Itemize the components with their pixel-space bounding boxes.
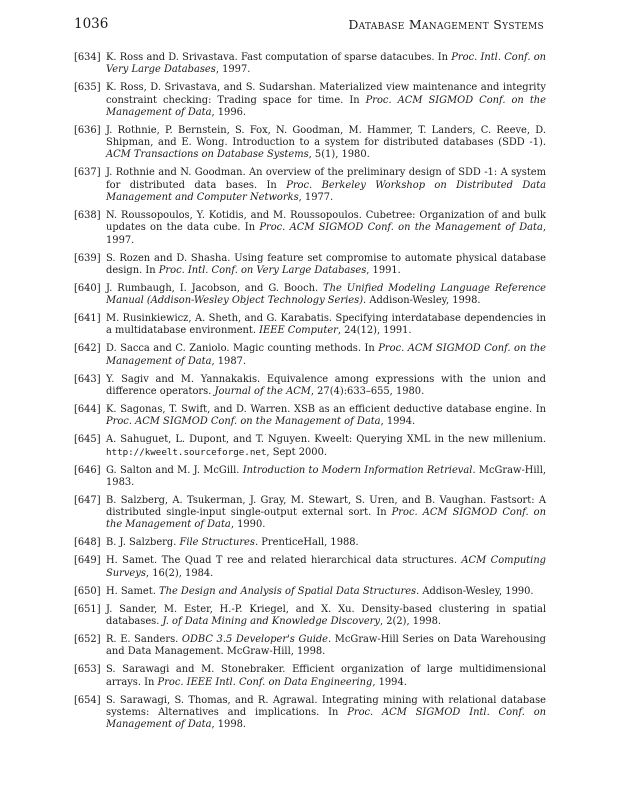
reference-text-segment: , 1996. (211, 106, 247, 118)
reference-text-segment: , 5(1), 1980. (308, 149, 370, 161)
reference-entry (74, 52, 546, 77)
reference-text-segment: , 1987. (211, 355, 247, 367)
reference-number: [647] (74, 494, 101, 506)
reference-text (106, 253, 546, 276)
reference-text-segment: H. Samet. (106, 585, 159, 597)
reference-number: [641] (74, 313, 101, 325)
reference-number: [642] (74, 343, 101, 355)
reference-text (106, 82, 546, 118)
reference-text-segment: J. Rothnie and N. Goodman. An overview of the preliminary design of SDD -1: A system for distributed data bases. In (106, 167, 546, 191)
reference-text-segment: S. Sarawagi, S. Thomas, and R. Agrawal. Integrating mining with relational database systems: Alternatives and implications. In (106, 694, 546, 718)
reference-text (106, 634, 546, 657)
reference-title: Proc. ACM SIGMOD Conf. on the Management of Data (106, 416, 381, 428)
reference-text (106, 586, 534, 597)
reference-title: J. of Data Mining and Knowledge Discovery (162, 615, 380, 627)
reference-entry (74, 537, 546, 549)
reference-entry (74, 125, 546, 162)
reference-entry (74, 695, 546, 732)
reference-text-segment: , 2(2), 1998. (379, 615, 442, 627)
reference-title: Proc. ACM SIGMOD Conf. on the Management of Data (106, 343, 546, 367)
reference-text (106, 374, 546, 397)
reference-entry (74, 495, 546, 532)
reference-text (106, 210, 546, 246)
reference-number: [654] (74, 694, 101, 706)
reference-text-segment: . PrenticeHall, 1988. (254, 537, 359, 549)
reference-text-segment: . Addison-Wesley, 1990. (416, 585, 534, 597)
reference-text-segment: , 1997. (215, 64, 251, 76)
reference-text-segment: Y. Sagiv and M. Yannakakis. Equivalence among expressions with the union and difference operators. (106, 373, 546, 398)
reference-title: The Unified Modeling Language Reference Manual (Addison-Wesley Object Technology Series) (106, 282, 547, 307)
reference-text-segment: , 1990. (230, 519, 266, 531)
reference-entry (74, 283, 546, 308)
reference-text-segment: K. Ross and D. Srivastava. Fast computation of sparse datacubes. In (106, 52, 452, 63)
reference-url: http://kweelt.sourceforge.net (106, 446, 267, 458)
reference-text-segment: J. Rumbaugh, I. Jacobson, and G. Booch. (106, 282, 324, 294)
reference-text-segment: , 1997. (106, 222, 546, 246)
reference-number: [651] (74, 603, 101, 615)
reference-text (106, 283, 546, 306)
reference-title: Proc. ACM SIGMOD Intl. Conf. on Management of Data (106, 706, 546, 731)
reference-text-segment: , 1994. (372, 676, 407, 688)
reference-number: [637] (74, 167, 101, 179)
reference-entry (74, 404, 546, 429)
reference-text-segment: D. Sacca and C. Zaniolo. Magic counting methods. In (106, 343, 379, 355)
reference-number: [648] (74, 537, 101, 549)
reference-title: Proc. ACM SIGMOD Conf. on the Management of Data (106, 507, 546, 531)
reference-title: IEEE Computer (259, 325, 338, 337)
reference-title: File Structures (179, 537, 255, 549)
reference-title: Introduction to Modern Information Retrieval (242, 464, 473, 476)
reference-text-segment: B. Salzberg, A. Tsukerman, J. Gray, M. Stewart, S. Uren, and B. Vaughan. Fastsort: A distributed single-input single-output external sort. In (106, 494, 546, 519)
reference-entry (74, 664, 546, 689)
reference-text-segment: S. Rozen and D. Shasha. Using feature set compromise to automate physical database design. In (106, 252, 546, 276)
reference-number: [645] (74, 434, 101, 446)
reference-text-segment: . Addison-Wesley, 1998. (363, 295, 481, 307)
reference-title: Journal of the ACM (214, 386, 311, 398)
reference-number: [644] (74, 404, 101, 415)
reference-text-segment: G. Salton and M. J. McGill. (106, 464, 243, 476)
reference-title: ACM Computing Surveys (106, 555, 546, 579)
page-header (74, 16, 544, 36)
reference-text (106, 343, 546, 366)
reference-text-segment: , 1977. (298, 192, 334, 204)
reference-text-segment: M. Rusinkiewicz, A. Sheth, and G. Karabatis. Specifying interdatabase dependencies in a multidatabase environment. (106, 313, 546, 337)
reference-number: [652] (74, 633, 101, 645)
reference-title: Proc. ACM SIGMOD Conf. on the Management of Data (106, 94, 546, 118)
reference-entry (74, 313, 546, 338)
reference-text-segment: K. Sagonas, T. Swift, and D. Warren. XSB as an efficient deductive database engine. In (106, 404, 546, 415)
bibliography-list (74, 52, 546, 737)
reference-text-segment: , 24(12), 1991. (337, 325, 412, 337)
reference-text (106, 604, 546, 627)
reference-title: Proc. ACM SIGMOD Conf. on the Management of Data (259, 222, 543, 234)
reference-text-segment: J. Rothnie, P. Bernstein, S. Fox, N. Goodman, M. Hammer, T. Landers, C. Reeve, D. Shipman, and E. Wong. Introduction to a system for distributed databases (SDD -1). (106, 124, 546, 149)
reference-text-segment: R. E. Sanders. (106, 633, 182, 645)
reference-text (106, 537, 359, 548)
reference-text-segment: . McGraw-Hill, 1983. (106, 464, 547, 488)
reference-text (106, 313, 546, 336)
reference-entry (74, 604, 546, 629)
reference-entry (74, 167, 546, 204)
reference-number: [646] (74, 464, 101, 476)
reference-text-segment: B. J. Salzberg. (106, 537, 180, 549)
reference-text (106, 495, 546, 531)
reference-title: The Design and Analysis of Spatial Data Structures (159, 585, 417, 597)
reference-number: [653] (74, 664, 101, 676)
reference-title: Proc. Berkeley Workshop on Distributed Data Management and Computer Networks (106, 179, 546, 204)
reference-entry (74, 634, 546, 659)
reference-text-segment: , 16(2), 1984. (145, 567, 214, 579)
reference-text (106, 125, 546, 161)
reference-entry (74, 555, 546, 580)
reference-text (106, 404, 546, 427)
reference-text (106, 695, 546, 731)
reference-entry (74, 210, 546, 247)
reference-title: Proc. Intl. Conf. on Very Large Databases (158, 264, 367, 276)
reference-number: [649] (74, 555, 101, 567)
reference-title: Proc. Intl. Conf. on Very Large Databases (106, 52, 547, 76)
reference-entry (74, 465, 546, 490)
reference-entry (74, 253, 546, 278)
reference-text (106, 167, 546, 203)
reference-text-segment: , 1998. (211, 719, 247, 731)
reference-title: Proc. IEEE Intl. Conf. on Data Engineering (157, 676, 373, 688)
reference-number: [635] (74, 82, 101, 94)
reference-text (106, 664, 546, 687)
reference-text-segment: S. Sarawagi and M. Stonebraker. Efficient organization of large multidimensional arrays. In (106, 664, 546, 688)
reference-entry (74, 374, 546, 399)
reference-text (106, 434, 546, 457)
page-number: 1036 (74, 16, 109, 32)
reference-number: [638] (74, 210, 101, 222)
reference-number: [639] (74, 252, 101, 264)
reference-text-segment: N. Roussopoulos, Y. Kotidis, and M. Roussopoulos. Cubetree: Organization of and bulk updates on the data cube. In (106, 210, 546, 234)
reference-entry (74, 586, 546, 598)
reference-text-segment: K. Ross, D. Srivastava, and S. Sudarshan. Materialized view maintenance and integrity constraint checking: Trading space for time. In (106, 82, 546, 106)
reference-entry (74, 434, 546, 459)
reference-text (106, 555, 546, 578)
reference-text-segment: H. Samet. The Quad T ree and related hierarchical data structures. (106, 555, 462, 567)
reference-text-segment: . McGraw-Hill Series on Data Warehousing and Data Management. McGraw-Hill, 1998. (106, 633, 546, 658)
reference-text (106, 52, 546, 75)
reference-text-segment: A. Sahuguet, L. Dupont, and T. Nguyen. Kweelt: Querying XML in the new millenium. (106, 434, 546, 446)
reference-entry (74, 82, 546, 119)
reference-text-segment: , 1994. (380, 416, 416, 428)
reference-text-segment: , Sept 2000. (266, 446, 328, 458)
reference-text-segment: J. Sander, M. Ester, H.-P. Kriegel, and X. Xu. Density-based clustering in spatial databases. (106, 603, 546, 627)
reference-entry (74, 343, 546, 368)
reference-text (106, 465, 546, 488)
reference-number: [634] (74, 52, 101, 63)
reference-title: ACM Transactions on Database Systems (106, 149, 309, 161)
running-head: Database Management Systems (348, 17, 544, 32)
reference-number: [650] (74, 585, 101, 597)
reference-number: [640] (74, 282, 101, 294)
reference-number: [643] (74, 373, 101, 385)
reference-title: ODBC 3.5 Developer's Guide (181, 633, 329, 645)
reference-text-segment: , 27(4):633–655, 1980. (310, 386, 425, 398)
reference-number: [636] (74, 124, 101, 136)
reference-text-segment: , 1991. (366, 264, 401, 276)
